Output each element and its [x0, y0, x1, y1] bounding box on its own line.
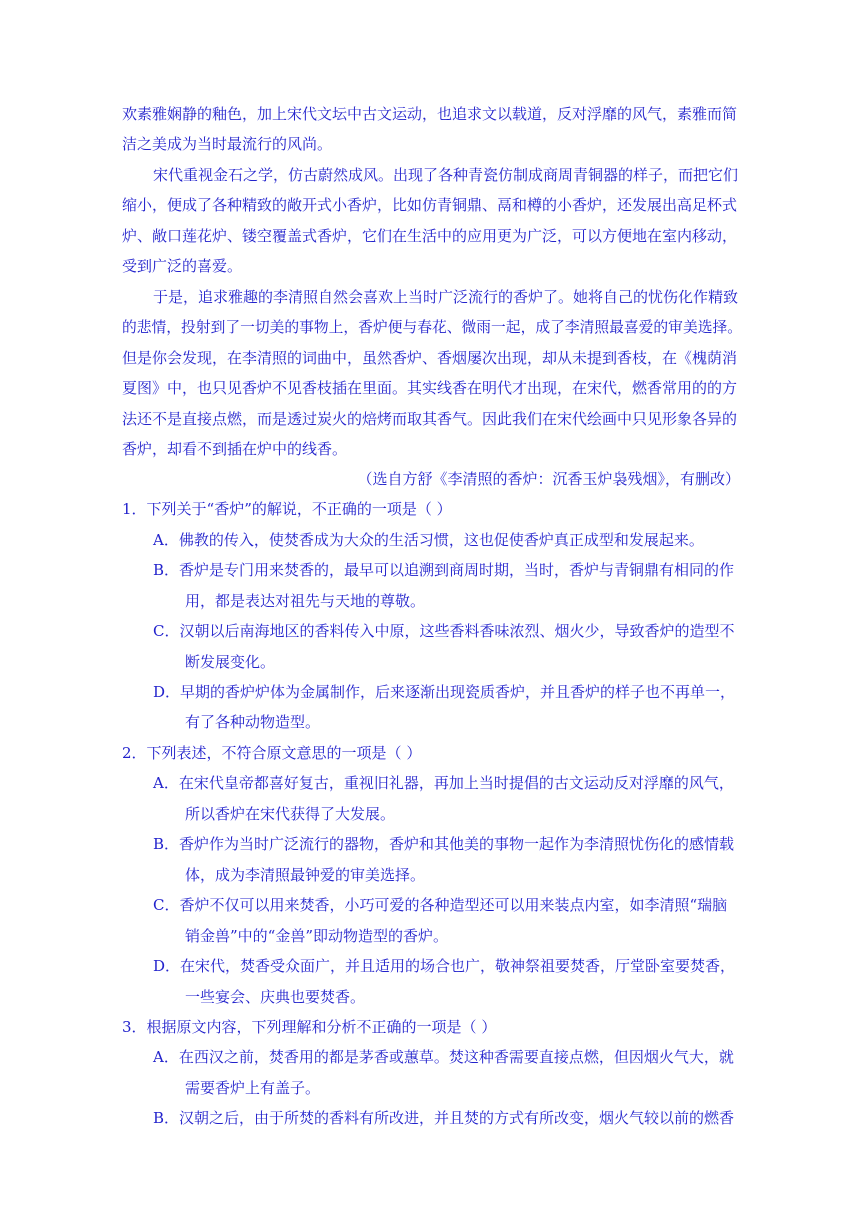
question-2-option-a-cont: 所以香炉在宋代获得了大发展。 — [185, 805, 396, 823]
passage-line: 香炉，却看不到插在炉中的线香。 — [122, 440, 348, 458]
passage-line: 缩小，便成了各种精致的敞开式小香炉，比如仿青铜鼎、鬲和樽的小香炉，还发展出高足杯式 — [122, 196, 738, 214]
question-3-stem: 3．根据原文内容，下列理解和分析不正确的一项是（ ） — [122, 1018, 497, 1036]
source-citation: （选自方舒《李清照的香炉：沉香玉炉袅残烟》，有删改） — [357, 470, 740, 488]
question-2-stem: 2．下列表述，不符合原文意思的一项是（ ） — [122, 744, 422, 762]
question-3-option-b: B．汉朝之后，由于所焚的香料有所改进，并且焚的方式有所改变，烟火气较以前的燃香 — [153, 1109, 735, 1127]
question-2-option-b: B．香炉作为当时广泛流行的器物，香炉和其他美的事物一起作为李清照忧伤化的感情载 — [153, 835, 735, 853]
question-1-option-d-cont: 有了各种动物造型。 — [185, 713, 321, 731]
question-3-option-a: A．在西汉之前，焚香用的都是茅香或蕙草。焚这种香需要直接点燃，但因烟火气大，就 — [153, 1048, 734, 1066]
passage-line: 欢素雅娴静的釉色，加上宋代文坛中古文运动，也追求文以载道，反对浮靡的风气，素雅而简 — [122, 105, 738, 123]
question-2-option-b-cont: 体，成为李清照最钟爱的审美选择。 — [185, 866, 426, 884]
question-2-option-c-cont: 销金兽”中的“金兽”即动物造型的香炉。 — [185, 927, 449, 945]
question-1-option-c-cont: 断发展变化。 — [185, 653, 276, 671]
passage-line: 炉、敞口莲花炉、镂空覆盖式香炉，它们在生活中的应用更为广泛，可以方便地在室内移动， — [122, 227, 738, 245]
question-1-option-c: C．汉朝以后南海地区的香料传入中原，这些香料香味浓烈、烟火少，导致香炉的造型不 — [153, 622, 735, 640]
question-2-option-c: C．香炉不仅可以用来焚香，小巧可爱的各种造型还可以用来装点内室，如李清照“瑞脑 — [153, 896, 728, 914]
passage-line: 于是，追求雅趣的李清照自然会喜欢上当时广泛流行的香炉了。她将自己的忧伤化作精致 — [153, 288, 739, 306]
passage-line: 洁之美成为当时最流行的风尚。 — [122, 135, 333, 153]
question-1-option-a: A．佛教的传入，使焚香成为大众的生活习惯，这也促使香炉真正成型和发展起来。 — [153, 531, 704, 549]
question-1-option-b-cont: 用，都是表达对祖先与天地的尊敬。 — [185, 592, 426, 610]
passage-line: 但是你会发现，在李清照的词曲中，虽然香炉、香烟屡次出现，却从未提到香枝，在《槐荫消 — [122, 349, 738, 367]
passage-line: 的悲情，投射到了一切美的事物上，香炉便与春花、微雨一起，成了李清照最喜爱的审美选择。 — [122, 318, 742, 336]
question-1-option-b: B．香炉是专门用来焚香的，最早可以追溯到商周时期，当时，香炉与青铜鼎有相同的作 — [153, 561, 735, 579]
question-2-option-a: A．在宋代皇帝都喜好复古，重视旧礼器，再加上当时提倡的古文运动反对浮靡的风气， — [153, 774, 734, 792]
question-1-stem: 1．下列关于“香炉”的解说，不正确的一项是（ ） — [122, 500, 452, 518]
passage-line: 法还不是直接点燃，而是透过炭火的焙烤而取其香气。因此我们在宋代绘画中只见形象各异的 — [122, 410, 738, 428]
passage-line: 受到广泛的喜爱。 — [122, 257, 243, 275]
passage-line: 宋代重视金石之学，仿古蔚然成风。出现了各种青瓷仿制成商周青铜器的样子，而把它们 — [153, 166, 739, 184]
question-2-option-d: D．在宋代，焚香受众面广，并且适用的场合也广，敬神祭祖要焚香，厅堂卧室要焚香， — [153, 957, 736, 975]
question-3-option-a-cont: 需要香炉上有盖子。 — [185, 1079, 321, 1097]
question-1-option-d: D．早期的香炉炉体为金属制作，后来逐渐出现瓷质香炉，并且香炉的样子也不再单一， — [153, 683, 736, 701]
question-2-option-d-cont: 一些宴会、庆典也要焚香。 — [185, 988, 366, 1006]
passage-line: 夏图》中，也只见香炉不见香枝插在里面。其实线香在明代才出现，在宋代，燃香常用的的方 — [122, 379, 738, 397]
